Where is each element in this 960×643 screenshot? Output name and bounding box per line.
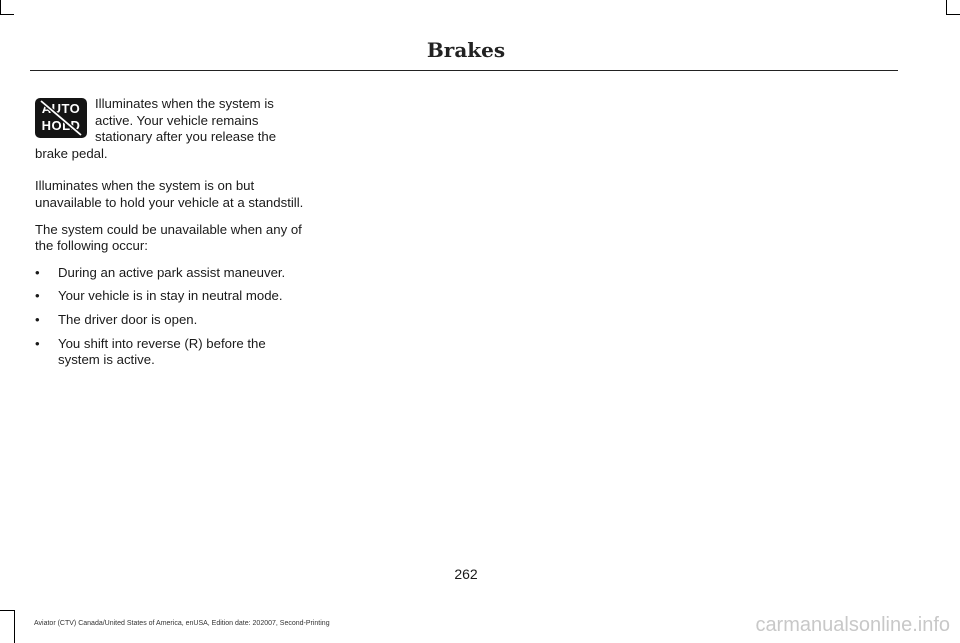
bullet-icon: • [35, 264, 40, 280]
list-item-text: During an active park assist maneuver. [58, 264, 286, 280]
list-item-text: The driver door is open. [58, 311, 198, 327]
watermark: carmanualsonline.info [755, 614, 950, 636]
footer-edition-info: Aviator (CTV) Canada/United States of America, enUSA, Edition date: 202007, Second-Printing [34, 620, 330, 627]
paragraph-unavailable: Illuminates when the system is on but unavailable to hold your vehicle at a standstill. [35, 178, 304, 210]
bullet-icon: • [35, 288, 40, 304]
page-number: 262 [454, 566, 478, 582]
crop-mark [0, 0, 1, 14]
bullet-icon: • [35, 311, 40, 327]
paragraph-active: Illuminates when the system is active. Your vehicle remains stationary after you release the brake pedal. [35, 96, 277, 161]
crop-mark [946, 14, 960, 15]
conditions-list [35, 265, 307, 369]
list-item-text: Your vehicle is in stay in neutral mode. [58, 288, 283, 304]
list-item [35, 312, 307, 329]
list-item-text: You shift into reverse (R) before the system is active. [58, 335, 266, 368]
crop-mark [946, 0, 947, 14]
crop-mark [0, 610, 14, 611]
header-divider [30, 70, 898, 71]
paragraph-conditions: The system could be unavailable when any of the following occur: [35, 221, 302, 254]
auto-hold-off-icon [35, 98, 87, 138]
icon-line-2: HOLD [41, 118, 81, 133]
page-title: Brakes [426, 38, 506, 62]
crop-mark [0, 14, 14, 15]
icon-line-1: AUTO [41, 101, 81, 116]
list-item [35, 288, 307, 305]
bullet-icon: • [35, 335, 40, 351]
list-item [35, 265, 307, 282]
strike-through-line [35, 98, 87, 138]
list-item [35, 336, 307, 369]
crop-mark [14, 610, 15, 643]
main-column [35, 96, 307, 376]
